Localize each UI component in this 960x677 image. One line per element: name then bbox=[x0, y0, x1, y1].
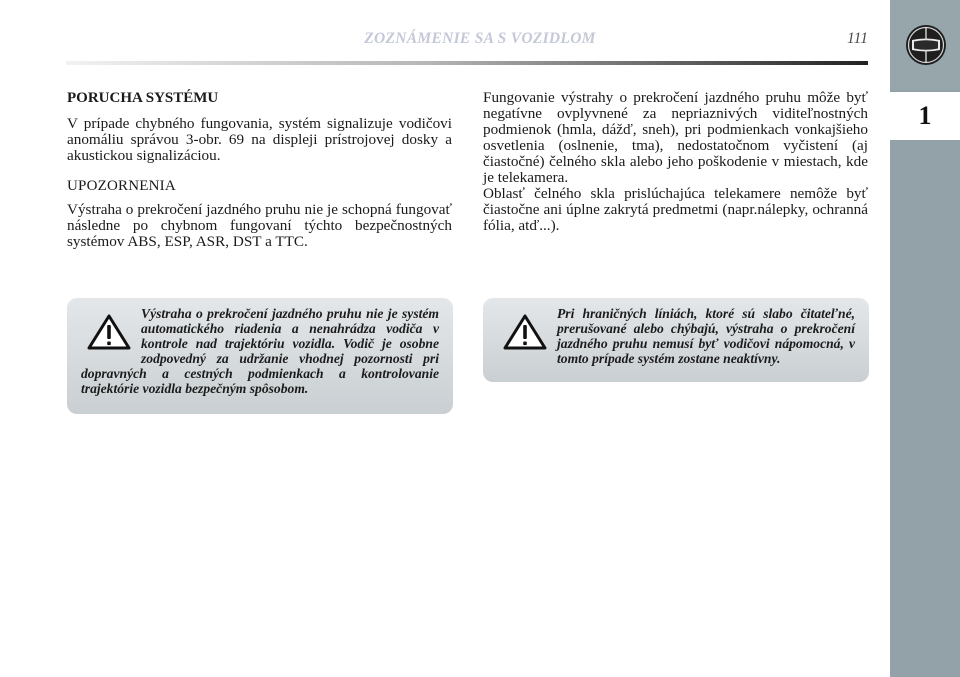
chapter-indicator bbox=[890, 92, 960, 140]
lancia-logo-icon bbox=[905, 24, 947, 66]
body-paragraph: Fungovanie výstrahy o prekročení jazdného pruhu môže byť negatívne ovplyvnené za nepriaznivých viditeľnostných podmienok (hmla, dážď, sneh), pri podmienkach vonkajšieho osvetlenia (oslnenie, tma), nedostatočnom vyčistení (aj čiastočné) čelného skla alebo jeho poškodenie v miestach, kde je telekamera. bbox=[483, 89, 868, 186]
warning-box bbox=[67, 298, 453, 414]
warning-triangle-icon bbox=[503, 314, 547, 350]
page-number: 111 bbox=[847, 30, 868, 47]
right-column bbox=[483, 90, 868, 234]
warning-text: Výstraha o prekročení jazdného pruhu nie je systém automatického riadenia a nenahrádza vodiča v kontrole nad trajektóriu vozidla. Vodič je osobne zodpovedný za udržanie vhodnej pozornosti pri dopravných a cestných podmienkach a kontrolovanie trajektórie vozidla bezpečným spôsobom. bbox=[81, 306, 439, 396]
section-subheading: UPOZORNENIA bbox=[67, 178, 176, 194]
chapter-number: 1 bbox=[918, 101, 932, 130]
left-column bbox=[67, 90, 452, 250]
section-heading: PORUCHA SYSTÉMU bbox=[67, 90, 219, 106]
body-paragraph: Výstraha o prekročení jazdného pruhu nie je schopná fungovať následne po chybnom fungovaní týchto bezpečnostných systémov ABS, ESP, ASR, DST a TTC. bbox=[67, 201, 452, 250]
header-divider bbox=[66, 61, 868, 65]
warning-box bbox=[483, 298, 869, 382]
warning-text: Pri hraničných líniách, ktoré sú slabo čitateľné, prerušované alebo chýbajú, výstraha o prekročení jazdného pruhu nemusí byť vodičovi nápomocná, v tomto prípade systém zostane neaktívny. bbox=[557, 306, 855, 366]
body-paragraph: Oblasť čelného skla prislúchajúca telekamere nemôže byť čiastočne ani úplne zakrytá predmetmi (napr.nálepky, ochranná fólia, atď...). bbox=[483, 185, 868, 234]
running-header-title: ZOZNÁMENIE SA S VOZIDLOM bbox=[364, 30, 596, 47]
warning-triangle-icon bbox=[87, 314, 131, 350]
body-paragraph: V prípade chybného fungovania, systém signalizuje vodičovi anomáliu správou 3-obr. 69 na displeji prístrojovej dosky a akustickou signalizáciou. bbox=[67, 115, 452, 164]
chapter-side-tab bbox=[890, 0, 960, 677]
logo-panel bbox=[890, 0, 960, 90]
